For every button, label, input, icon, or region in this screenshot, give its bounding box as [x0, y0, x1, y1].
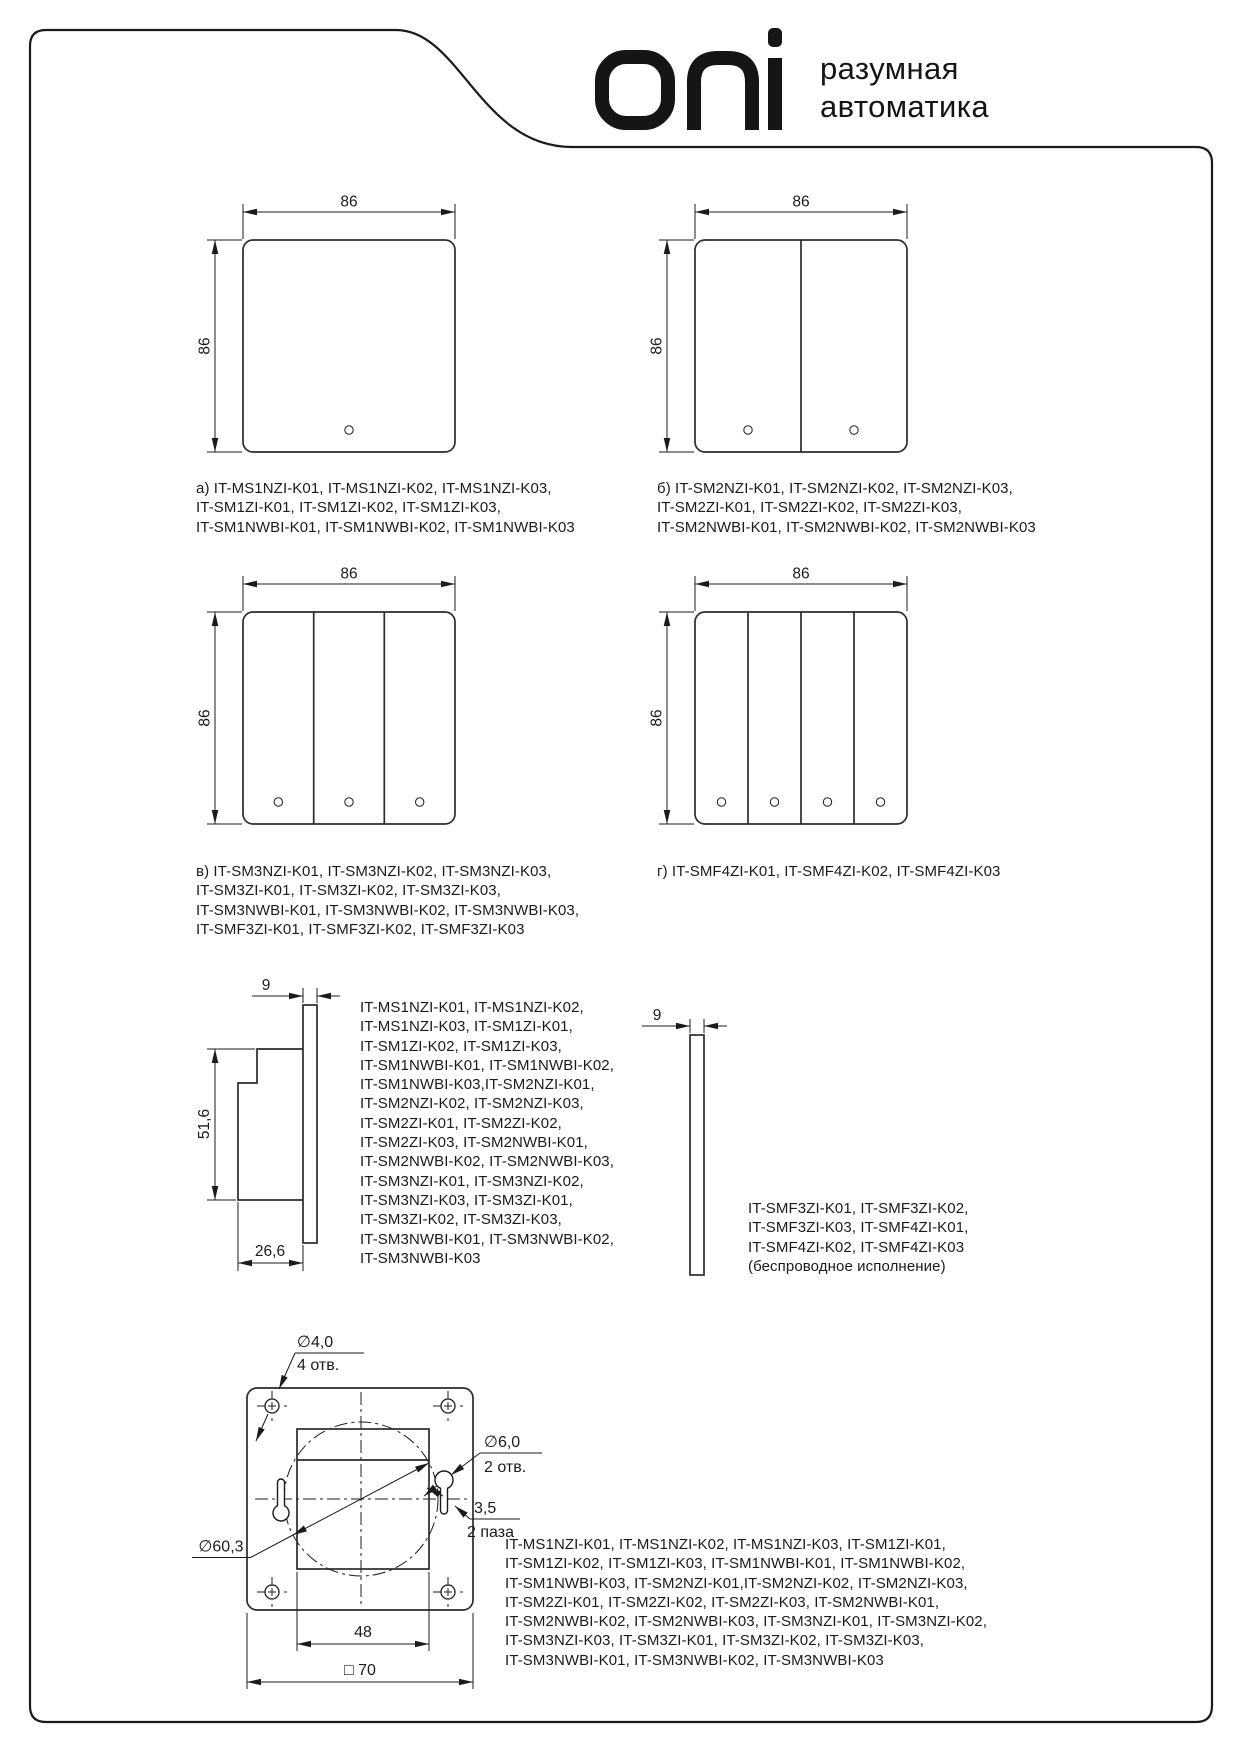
keyhole-slot-left	[273, 1479, 289, 1521]
dim-label-panel-depth: 9	[261, 977, 271, 994]
model-line: IT-SM3NWBI-K01, IT-SM3NWBI-K02, IT-SM3NWBI-K03	[505, 1651, 884, 1669]
dim-label-body-height: 51,6	[196, 1108, 213, 1140]
dim-label-width: 86	[340, 565, 358, 583]
model-line: IT-SM1ZI-K02, IT-SM1ZI-K03, IT-SM1NWBI-K01, IT-SM1NWBI-K02,	[505, 1555, 966, 1573]
leader-line	[451, 1453, 480, 1475]
model-list-main	[360, 998, 614, 1268]
model-line: IT-SMF4ZI-K02, IT-SMF4ZI-K03	[748, 1238, 965, 1256]
wireless-panel-outline	[690, 1035, 704, 1275]
front-view-v	[197, 566, 456, 825]
corner-hole	[257, 1577, 287, 1607]
corner-hole-qty-label: 4 отв.	[297, 1357, 340, 1374]
indicator-circle	[744, 426, 752, 434]
model-line: IT-MS1NZI-K01, IT-MS1NZI-K02, IT-MS1NZI-K03, IT-SM1ZI-K01,	[505, 1536, 946, 1553]
model-line: IT-MS1NZI-K01, IT-MS1NZI-K02,	[360, 999, 584, 1016]
model-list-wireless	[748, 1199, 968, 1276]
indicator-circle	[823, 798, 831, 806]
side-view-main	[196, 977, 340, 1271]
slot-width-label: 3,5	[474, 1500, 497, 1517]
tagline-line: автоматика	[820, 88, 989, 124]
front-panel-outline	[303, 1005, 317, 1243]
dim-label-height: 86	[648, 709, 666, 727]
model-line: (беспроводное исполнение)	[748, 1257, 946, 1275]
dim-label-plate-size: □ 70	[344, 1662, 376, 1679]
caption-a	[196, 479, 575, 537]
caption-line: г) IT-SMF4ZI-K01, IT-SMF4ZI-K02, IT-SMF4ZI-K03	[657, 863, 1001, 880]
model-line: IT-SM2NZI-K02, IT-SM2NZI-K03,	[360, 1095, 584, 1113]
leader-line	[455, 1506, 470, 1519]
dim-label-height: 86	[648, 337, 666, 355]
model-line: IT-SM1NWBI-K03, IT-SM2NZI-K01,IT-SM2NZI-K02, IT-SM2NZI-K03,	[505, 1574, 968, 1592]
switch-outline	[243, 240, 455, 452]
model-line: IT-SM2ZI-K01, IT-SM2ZI-K02,	[360, 1114, 562, 1132]
caption-line: а) IT-MS1NZI-K01, IT-MS1NZI-K02, IT-MS1NZI-K03,	[196, 480, 552, 497]
caption-line: IT-SM3NWBI-K01, IT-SM3NWBI-K02, IT-SM3NWBI-K03,	[196, 901, 580, 919]
dim-label-width: 86	[792, 565, 810, 583]
model-line: IT-SM3NWBI-K03	[360, 1249, 481, 1267]
side-view-wireless	[642, 1007, 727, 1275]
tagline-line: разумная	[820, 51, 959, 86]
caption-line: IT-SMF3ZI-K01, IT-SMF3ZI-K02, IT-SMF3ZI-K03	[196, 920, 525, 938]
logo-letter-i-dot	[768, 28, 782, 47]
body-outline	[238, 1049, 303, 1200]
caption-line: б) IT-SM2NZI-K01, IT-SM2NZI-K02, IT-SM2NZI-K03,	[657, 480, 1013, 497]
caption-line: в) IT-SM3NZI-K01, IT-SM3NZI-K02, IT-SM3NZI-K03,	[196, 863, 552, 880]
mounting-plate-view	[192, 1334, 542, 1689]
model-list-mounting	[505, 1535, 987, 1670]
caption-g	[657, 862, 1000, 881]
model-line: IT-SM3NWBI-K01, IT-SM3NWBI-K02,	[360, 1230, 614, 1248]
oni-logo	[602, 28, 782, 130]
leader-line	[256, 1414, 268, 1441]
caption-b	[657, 479, 1036, 537]
indicator-circle	[416, 798, 424, 806]
model-line: IT-SM3ZI-K02, IT-SM3ZI-K03,	[360, 1211, 562, 1229]
model-line: IT-SM3NZI-K01, IT-SM3NZI-K02,	[360, 1172, 584, 1190]
dim-label-inner-width: 48	[354, 1624, 372, 1641]
dim-label-width: 86	[340, 193, 358, 211]
logo-letter-n	[694, 58, 752, 130]
indicator-circle	[876, 798, 884, 806]
model-line: IT-SM3NZI-K03, IT-SM3ZI-K01, IT-SM3ZI-K02, IT-SM3ZI-K03,	[505, 1632, 925, 1650]
model-line: IT-SM2ZI-K01, IT-SM2ZI-K02, IT-SM2ZI-K03, IT-SM2NWBI-K01,	[505, 1593, 940, 1611]
switch-outline	[243, 612, 455, 824]
dim-label-width: 86	[792, 193, 810, 211]
slot-hole-qty-label: 2 отв.	[484, 1459, 527, 1476]
model-line: IT-SMF3ZI-K01, IT-SMF3ZI-K02,	[748, 1200, 969, 1217]
model-line: IT-MS1NZI-K03, IT-SM1ZI-K01,	[360, 1018, 573, 1036]
model-line: IT-SMF3ZI-K03, IT-SMF4ZI-K01,	[748, 1219, 969, 1237]
mount-circle-dia-label: ∅60,3	[198, 1538, 244, 1556]
slot-qty-label: 2 паза	[467, 1524, 514, 1541]
indicator-circle	[850, 426, 858, 434]
indicator-circle	[274, 798, 282, 806]
model-line: IT-SM1NWBI-K03,IT-SM2NZI-K01,	[360, 1076, 595, 1094]
indicator-circle	[717, 798, 725, 806]
model-line: IT-SM1NWBI-K01, IT-SM1NWBI-K02,	[360, 1056, 614, 1074]
caption-line: IT-SM3ZI-K01, IT-SM3ZI-K02, IT-SM3ZI-K03,	[196, 882, 502, 900]
model-line: IT-SM2NWBI-K02, IT-SM2NWBI-K03, IT-SM3NZI-K01, IT-SM3NZI-K02,	[505, 1613, 988, 1631]
corner-hole	[433, 1391, 463, 1421]
indicator-circle	[345, 798, 353, 806]
caption-line: IT-SM1ZI-K01, IT-SM1ZI-K02, IT-SM1ZI-K03,	[196, 499, 502, 517]
indicator-circle	[770, 798, 778, 806]
brand-tagline	[820, 50, 989, 125]
front-view-g	[649, 566, 908, 825]
leader-line	[424, 1486, 437, 1496]
corner-hole-dia-label: ∅4,0	[297, 1334, 334, 1351]
logo-letter-o	[602, 57, 668, 123]
model-line: IT-SM2NWBI-K02, IT-SM2NWBI-K03,	[360, 1153, 614, 1171]
slot-hole-dia-label: ∅6,0	[484, 1434, 521, 1451]
leader-line	[251, 1535, 293, 1558]
model-line: IT-SM3NZI-K03, IT-SM3ZI-K01,	[360, 1191, 573, 1209]
dim-label-body-depth: 26,6	[254, 1243, 286, 1260]
dim-label-wireless-depth: 9	[652, 1007, 662, 1024]
caption-line: IT-SM2ZI-K01, IT-SM2ZI-K02, IT-SM2ZI-K03,	[657, 499, 963, 517]
caption-line: IT-SM1NWBI-K01, IT-SM1NWBI-K02, IT-SM1NWBI-K03	[196, 518, 575, 536]
front-view-b	[649, 194, 908, 453]
caption-v	[196, 862, 579, 939]
leader-line	[279, 1353, 295, 1389]
model-line: IT-SM1ZI-K02, IT-SM1ZI-K03,	[360, 1037, 562, 1055]
model-line: IT-SM2ZI-K03, IT-SM2NWBI-K01,	[360, 1134, 588, 1152]
dim-label-height: 86	[196, 337, 214, 355]
front-view-a	[197, 194, 456, 453]
caption-line: IT-SM2NWBI-K01, IT-SM2NWBI-K02, IT-SM2NWBI-K03	[657, 518, 1036, 536]
indicator-circle	[345, 426, 353, 434]
dim-label-height: 86	[196, 709, 214, 727]
corner-hole	[433, 1577, 463, 1607]
corner-hole	[257, 1391, 287, 1421]
